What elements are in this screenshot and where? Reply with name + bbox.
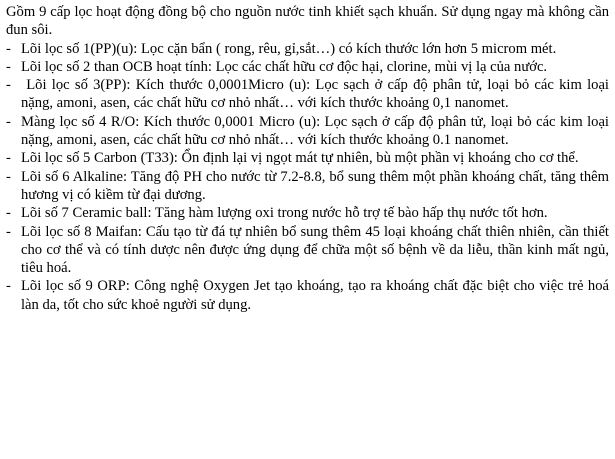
bullet-dash: - (6, 77, 11, 94)
filter-stage-5 (6, 149, 609, 167)
filter-stage-text: Lõi lọc số 2 than OCB hoạt tính: Lọc các chất hữu cơ độc hại, clorine, mùi vị lạ của nước. (21, 58, 548, 75)
filter-stage-text: Màng lọc số 4 R/O: Kích thước 0,0001 Micro (u): Lọc sạch ở cấp độ phân tử, loại bỏ các kim loại nặng, amoni, asen, các chất hữu cơ nhỏ nhất… với kích thước khoảng 0.1 nanomet. (21, 113, 609, 149)
filter-stage-3 (6, 76, 613, 113)
filter-stage-text: Lõi lọc số 5 Carbon (T33): Ổn định lại vị ngọt mát tự nhiên, bù một phần vị khoáng cho cơ thể. (21, 150, 579, 167)
filter-stage-6 (6, 168, 609, 205)
filter-stage-list (6, 40, 613, 314)
filter-stage-7 (6, 204, 609, 222)
filter-stage-4 (6, 113, 609, 150)
filter-stage-9 (6, 277, 609, 314)
filter-stage-text: Lõi số 7 Ceramic ball: Tăng hàm lượng oxi trong nước hỗ trợ tế bào hấp thụ nước tốt hơn. (21, 205, 548, 222)
bullet-dash: - (6, 205, 11, 222)
filter-stage-text: Lõi lọc số 9 ORP: Công nghệ Oxygen Jet tạo khoáng, tạo ra khoáng chất đặc biệt cho việc trẻ hoá làn da, tốt cho sức khoẻ người sử dụng. (21, 278, 609, 313)
filter-stage-text: Lõi lọc số 8 Maifan: Cấu tạo từ đá tự nhiên bổ sung thêm 45 loại khoáng chất thiên nhiên, cần thiết cho cơ thể và có tính dược nên được ứng dụng để chữa một số bệnh về da liễu, thần kinh mất ngủ, tiêu hoá. (21, 223, 609, 277)
bullet-dash: - (6, 150, 11, 167)
intro-paragraph: Gồm 9 cấp lọc hoạt động đồng bộ cho nguồn nước tinh khiết sạch khuẩn. Sử dụng ngay mà không cần đun sôi. (6, 4, 609, 39)
bullet-dash: - (6, 113, 11, 130)
filter-stage-text: Lõi lọc số 1(PP)(u): Lọc cặn bẩn ( rong, rêu, gỉ,sắt…) có kích thước lớn hơn 5 microm mét. (21, 40, 557, 57)
filter-stage-8 (6, 223, 609, 278)
filter-stage-text: Lõi số 6 Alkaline: Tăng độ PH cho nước từ 7.2-8.8, bổ sung thêm một phần khoáng chất, tăng thêm hương vị có kiềm từ đại dương. (21, 168, 609, 203)
filter-stage-2 (6, 58, 609, 76)
filter-stage-1 (6, 40, 609, 58)
bullet-dash: - (6, 168, 11, 185)
bullet-dash: - (6, 58, 11, 75)
bullet-dash: - (6, 223, 11, 240)
bullet-dash: - (6, 40, 11, 57)
filter-stage-text: Lõi lọc số 3(PP): Kích thước 0,0001Micro (u): Lọc sạch ở cấp độ phân tử, loại bỏ các kim loại nặng, amoni, asen, các chất hữu cơ nhỏ nhất… với kích thước khoảng 0,1 nanomet. (21, 77, 613, 112)
bullet-dash: - (6, 278, 11, 295)
